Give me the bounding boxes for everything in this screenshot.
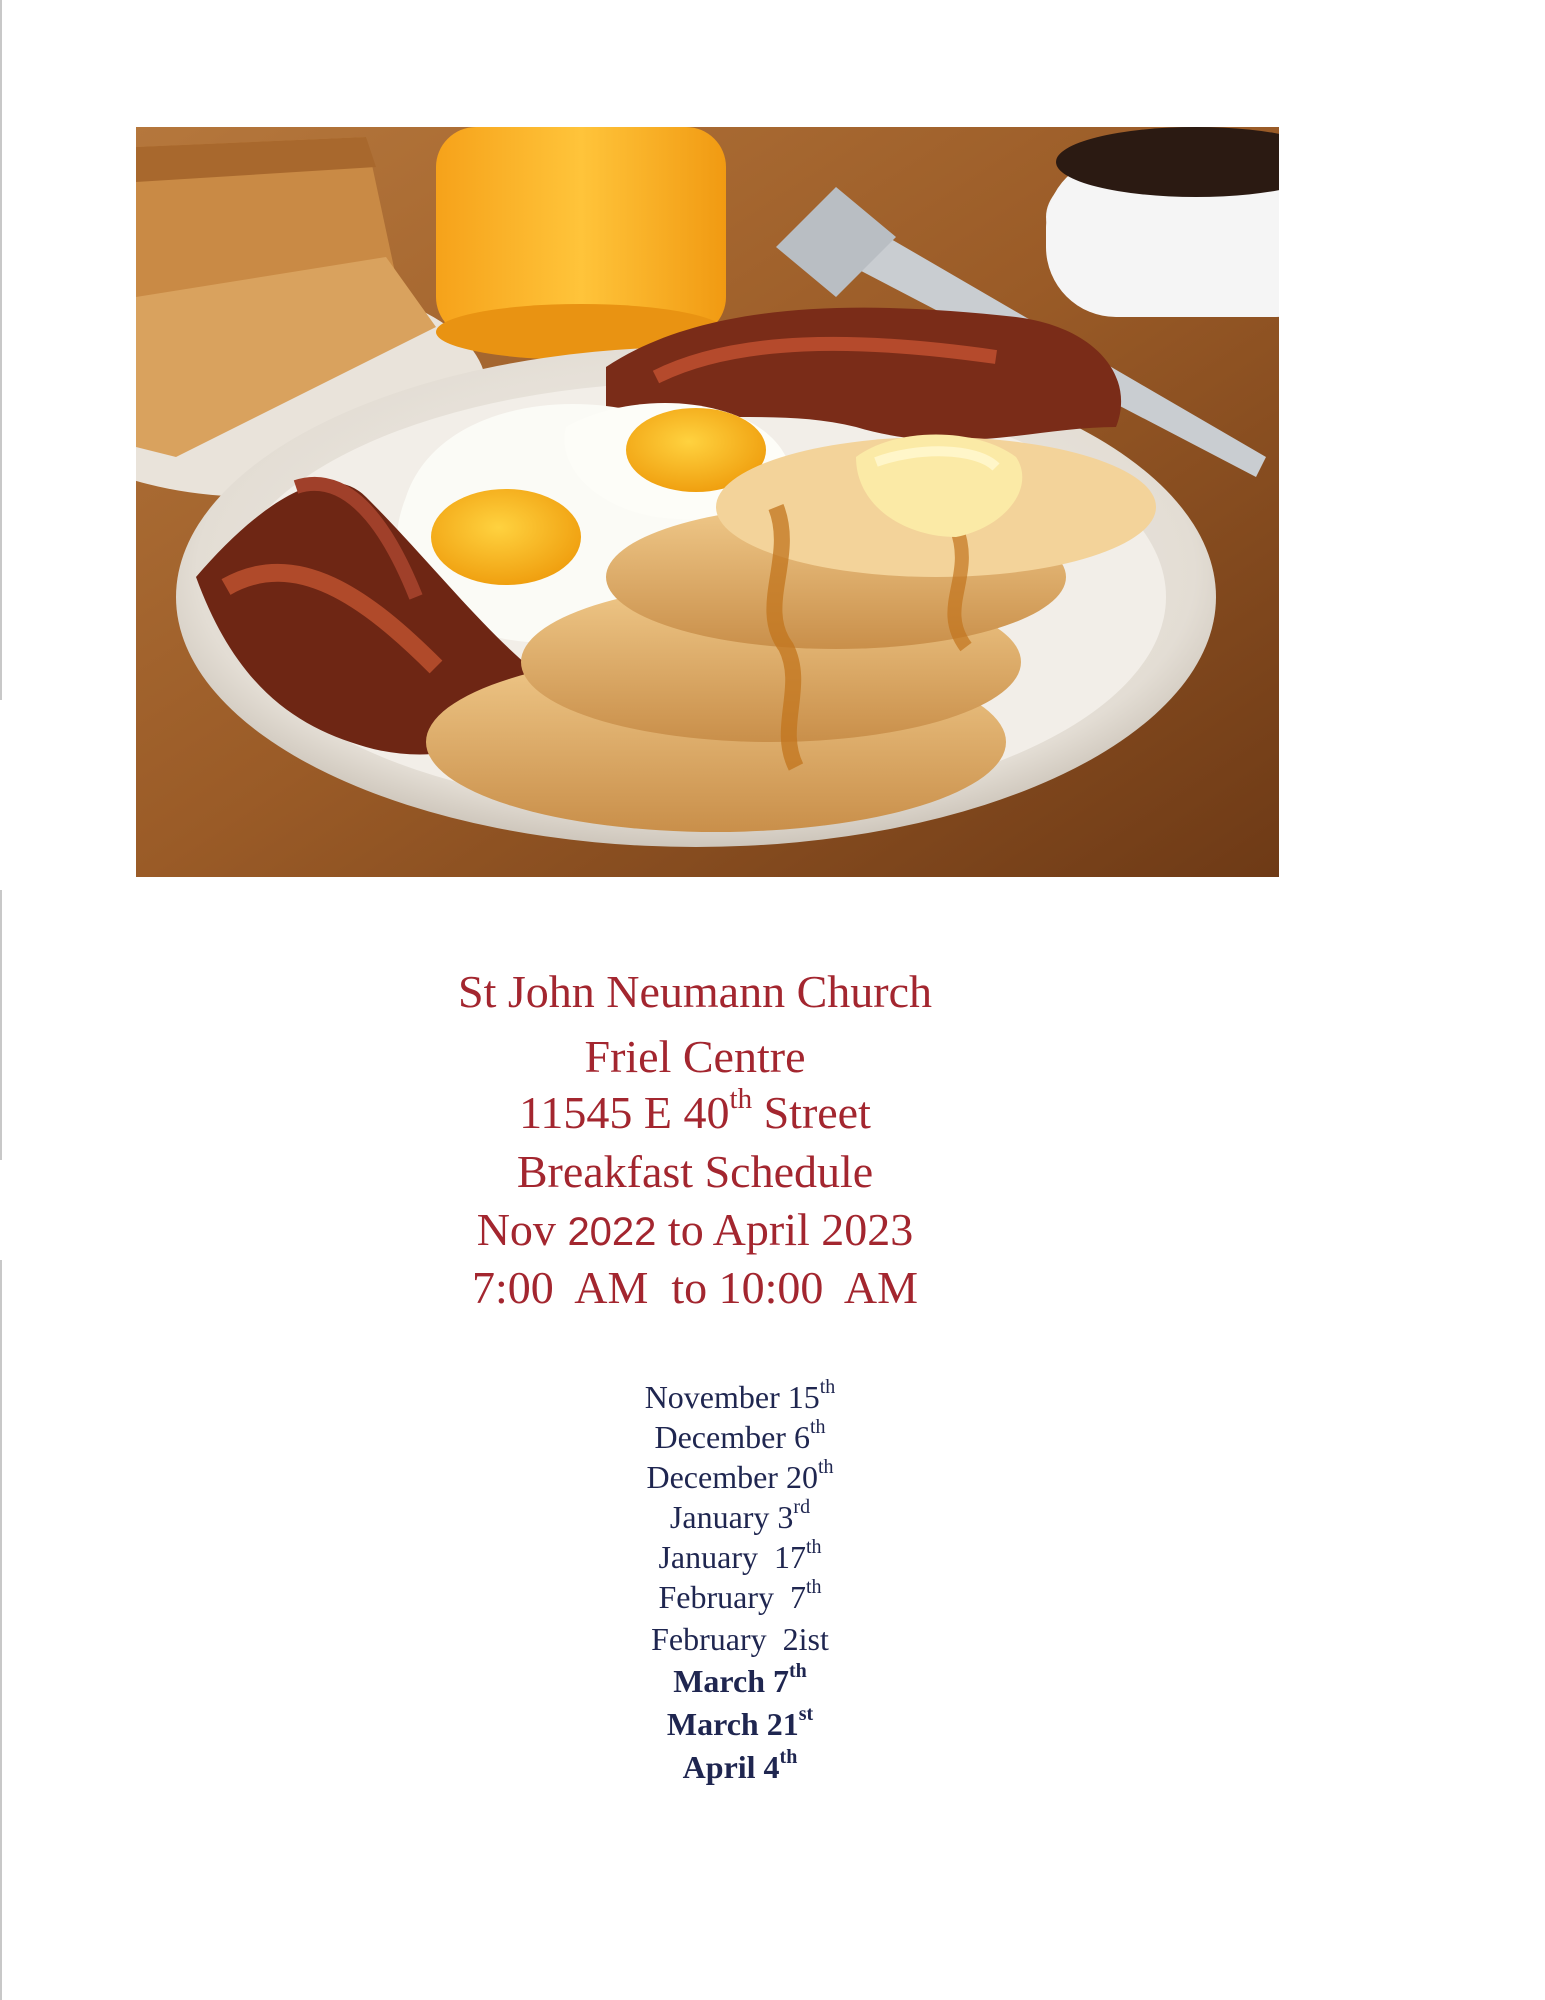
page-edge-line <box>0 0 2 700</box>
schedule-title: Breakfast Schedule <box>516 1146 874 1197</box>
venue-name: Friel Centre <box>584 1031 806 1082</box>
date-item: February 7th <box>658 1576 822 1615</box>
breakfast-plate-image <box>136 127 1279 877</box>
date-item: December 6th <box>654 1416 826 1455</box>
address <box>0 1082 1390 1139</box>
address-number: 11545 E 40 <box>519 1087 730 1138</box>
date-item: January 3rd <box>669 1496 811 1535</box>
address-street: Street <box>752 1087 871 1138</box>
church-name: St John Neumann Church <box>457 966 932 1017</box>
date-item: December 20th <box>646 1456 834 1495</box>
schedule-period <box>0 1204 1390 1258</box>
date-item: March 21st <box>666 1703 814 1742</box>
period-start: Nov <box>476 1204 568 1255</box>
address-suffix: th <box>729 1082 753 1115</box>
egg-yolk <box>431 489 581 585</box>
period-year-start: 2022 <box>567 1210 657 1254</box>
date-item: November 15th <box>644 1376 836 1415</box>
breakfast-photo <box>136 127 1279 877</box>
date-item: March 7th <box>673 1660 807 1699</box>
date-item: January 17th <box>658 1536 822 1575</box>
date-item: February 2ist <box>651 1621 829 1657</box>
period-to: to <box>656 1204 713 1255</box>
schedule-hours: 7:00 AM to 10:00 AM <box>471 1262 918 1313</box>
date-item: April 4th <box>682 1746 798 1785</box>
period-end: April 2023 <box>712 1204 914 1255</box>
